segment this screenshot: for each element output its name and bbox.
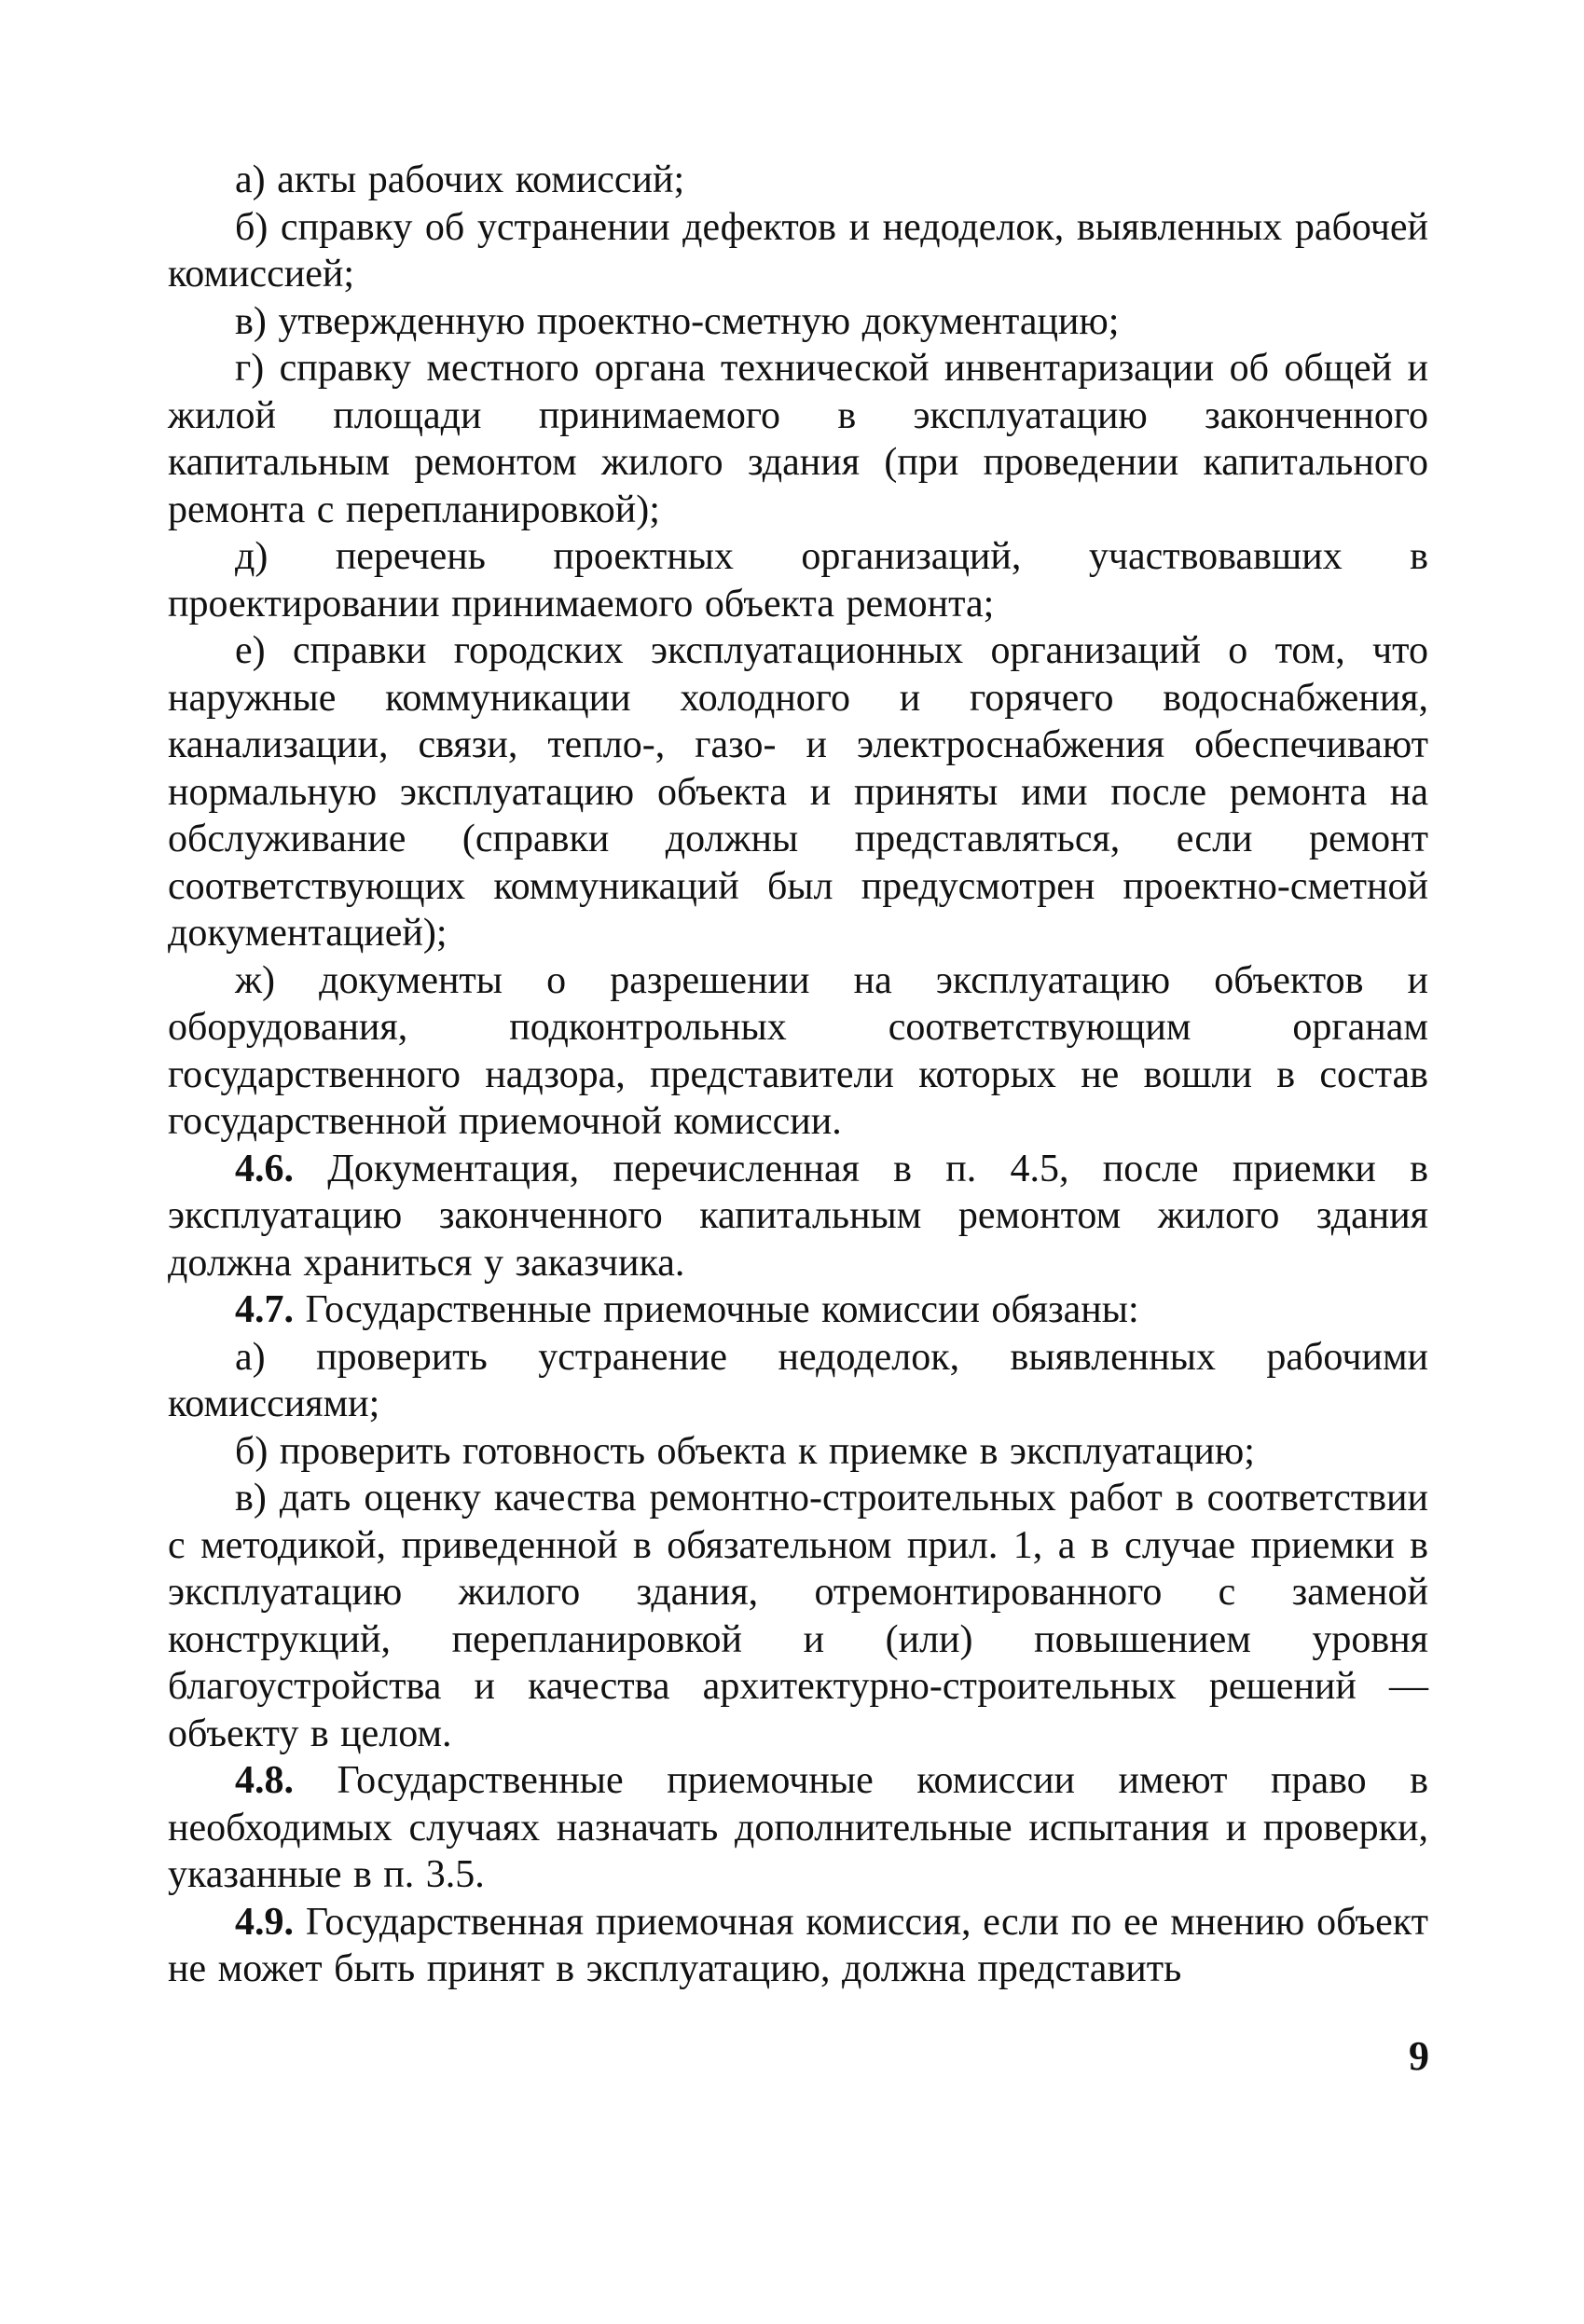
paragraph-v-design-documentation: в) утвержденную проектно-сметную документацию;: [235, 299, 1120, 343]
clause-4-9: 4.9. Государственная приемочная комиссия, если по ее мнению объект не может быть принят в эксплуатацию, должна представить: [168, 1900, 1428, 1990]
clause-number: 4.7.: [235, 1288, 294, 1331]
clause-number: 4.6.: [235, 1147, 294, 1190]
clause-4-7: 4.7. Государственные приемочные комиссии обязаны:: [235, 1288, 1139, 1331]
paragraph-a-check-defects: а) проверить устранение недоделок, выявленных рабочими комиссиями;: [168, 1335, 1428, 1425]
paragraph-g-inventory-certificate: г) справку местного органа технической инвентаризации об общей и жилой площади принимаемого в эксплуатацию законченного капитальным ремонтом жилого здания (при проведении капитального ремонта с перепланировкой);: [168, 347, 1428, 531]
paragraph-a-acts: а) акты рабочих комиссий;: [235, 158, 685, 201]
clause-number: 4.9.: [235, 1900, 294, 1944]
clause-4-8: 4.8. Государственные приемочные комиссии имеют право в необходимых случаях назначать дополнительные испытания и проверки, указанные в п. 3.5.: [168, 1759, 1428, 1896]
paragraph-d-design-organizations: д) перечень проектных организаций, участвовавших в проектировании принимаемого объекта ремонта;: [168, 535, 1428, 626]
clause-number: 4.8.: [235, 1759, 294, 1802]
document-body: [168, 157, 1428, 1993]
paragraph-b-check-readiness: б) проверить готовность объекта к приемке в эксплуатацию;: [235, 1429, 1255, 1473]
clause-4-6: 4.6. Документация, перечисленная в п. 4.5, после приемки в эксплуатацию законченного капитальным ремонтом жилого здания должна храниться у заказчика.: [168, 1147, 1429, 1285]
paragraph-b-defects-certificate: б) справку об устранении дефектов и недоделок, выявленных рабочей комиссией;: [168, 205, 1428, 296]
page-number: 9: [1409, 2033, 1429, 2079]
paragraph-v-quality-assessment: в) дать оценку качества ремонтно-строительных работ в соответствии с методикой, приведенной в обязательном прил. 1, а в случае приемки в эксплуатацию жилого здания, отремонтированного с заменой конструкций, перепланировкой и (или) повышением уровня благоустройства и качества архитектурно-строительных решений — объекту в целом.: [168, 1477, 1428, 1755]
paragraph-e-utility-certificates: е) справки городских эксплуатационных организаций о том, что наружные коммуникации холодного и горячего водоснабжения, канализации, связи, тепло-, газо- и электроснабжения обеспечивают нормальную эксплуатацию объекта и приняты ими после ремонта на обслуживание (справки должны представляться, если ремонт соответствующих коммуникаций был предусмотрен проектно-сметной документацией);: [168, 629, 1428, 955]
paragraph-zh-operation-permits: ж) документы о разрешении на эксплуатацию объектов и оборудования, подконтрольных соответствующим органам государственного надзора, представители которых не вошли в состав государственной приемочной комиссии.: [168, 958, 1428, 1143]
